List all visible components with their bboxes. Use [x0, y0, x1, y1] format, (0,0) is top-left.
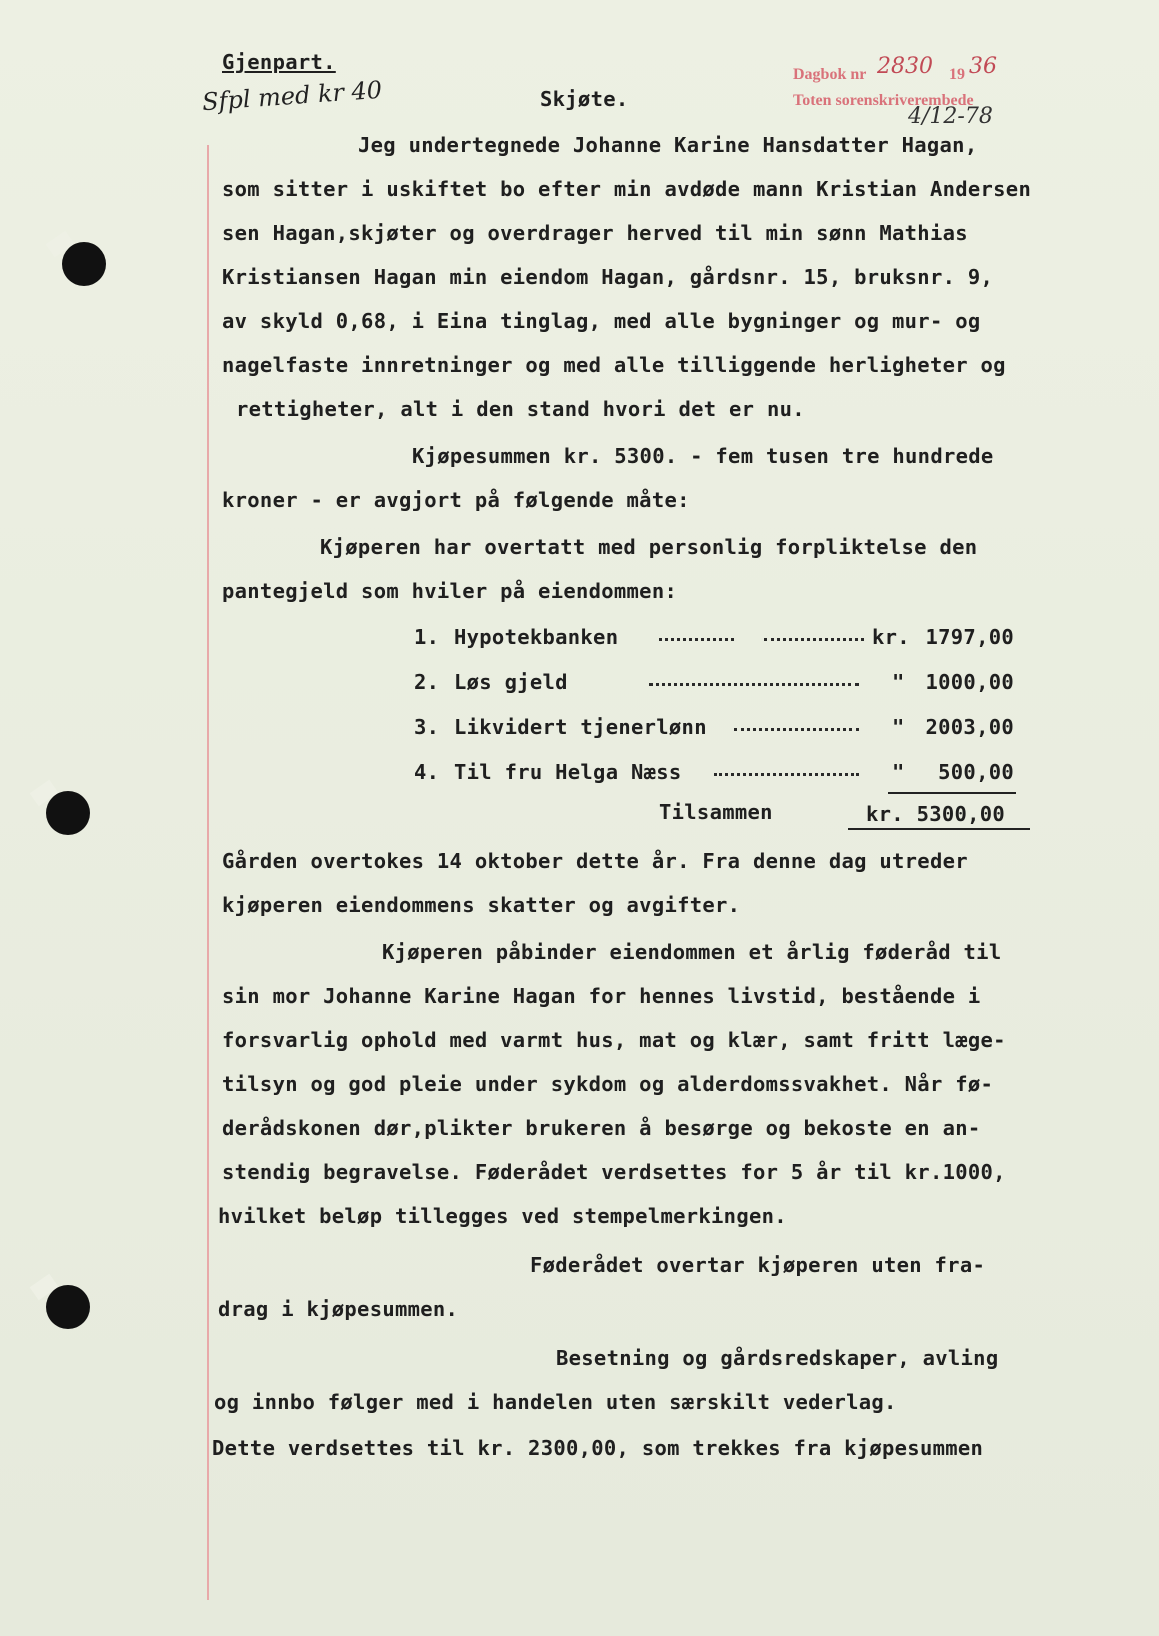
stamp-dagbok-label: Dagbok nr	[793, 66, 867, 83]
paragraph-line: forsvarlig ophold med varmt hus, mat og klær, samt fritt læge-	[222, 1028, 1006, 1052]
debt-amount: 1000,00	[925, 670, 1014, 694]
dot-leader	[649, 683, 859, 686]
debt-currency: "	[892, 715, 905, 739]
paragraph-line: pantegjeld som hviler på eiendommen:	[222, 579, 678, 603]
paragraph-line: kjøperen eiendommens skatter og avgifter.	[222, 893, 741, 917]
paragraph-line: drag i kjøpesummen.	[218, 1297, 459, 1321]
punch-hole-top	[62, 242, 106, 286]
debt-number: 4.	[414, 760, 440, 784]
debt-label: Til fru Helga Næss	[454, 760, 682, 784]
debt-label: Likvidert tjenerlønn	[454, 715, 707, 739]
margin-line	[207, 145, 209, 1600]
debt-row	[414, 715, 1014, 739]
dot-leader	[714, 773, 859, 776]
punch-hole-bottom	[46, 1285, 90, 1329]
debt-row	[414, 670, 1014, 694]
paragraph-line: Kjøperen påbinder eiendommen et årlig føderåd til	[382, 940, 1002, 964]
paragraph-line: tilsyn og god pleie under sykdom og alderdomssvakhet. Når fø-	[222, 1072, 994, 1096]
total-amount: kr. 5300,00	[866, 802, 1006, 826]
document-heading: Skjøte.	[540, 87, 629, 111]
paragraph-line: sin mor Johanne Karine Hagan for hennes livstid, bestående i	[222, 984, 981, 1008]
debt-number: 3.	[414, 715, 440, 739]
paragraph-line: sen Hagan,skjøter og overdrager herved til min sønn Mathias	[222, 221, 968, 245]
dot-leader	[659, 638, 734, 641]
paragraph-line: rettigheter, alt i den stand hvori det er nu.	[236, 397, 805, 421]
debt-label: Hypotekbanken	[454, 625, 619, 649]
dot-leader	[734, 728, 859, 731]
paragraph-line: Gården overtokes 14 oktober dette år. Fra denne dag utreder	[222, 849, 968, 873]
punch-hole-middle	[46, 791, 90, 835]
copy-label: Gjenpart.	[222, 50, 336, 74]
paragraph-line: Dette verdsettes til kr. 2300,00, som trekkes fra kjøpesummen	[212, 1436, 984, 1460]
stamp-year-prefix: 19	[949, 66, 965, 83]
sum-underline	[888, 792, 1016, 794]
stamp-office: Toten sorenskriverembede	[793, 92, 974, 109]
paragraph-line: av skyld 0,68, i Eina tinglag, med alle bygninger og mur- og	[222, 309, 981, 333]
paragraph-line: kroner - er avgjort på følgende måte:	[222, 488, 690, 512]
handwritten-fee-note: Sfpl med kr 40	[201, 75, 383, 117]
dot-leader	[764, 638, 864, 641]
debt-row	[414, 760, 1014, 784]
total-label: Tilsammen	[659, 800, 773, 824]
debt-currency: "	[892, 670, 905, 694]
stamp-date: 4/12-78	[908, 104, 993, 129]
paragraph-line: nagelfaste innretninger og med alle tilliggende herligheter og	[222, 353, 1006, 377]
debt-number: 1.	[414, 625, 440, 649]
paragraph-line: hvilket beløp tillegges ved stempelmerkingen.	[218, 1204, 787, 1228]
debt-currency: "	[892, 760, 905, 784]
paragraph-line: og innbo følger med i handelen uten særskilt vederlag.	[214, 1390, 897, 1414]
debt-amount: 500,00	[938, 760, 1014, 784]
total-underline	[848, 828, 1030, 830]
paragraph-line: Jeg undertegnede Johanne Karine Hansdatter Hagan,	[358, 133, 978, 157]
stamp-year-suffix: 36	[969, 54, 997, 79]
paragraph-line: Kjøperen har overtatt med personlig forpliktelse den	[320, 535, 978, 559]
debt-amount: 1797,00	[925, 625, 1014, 649]
paragraph-line: stendig begravelse. Føderådet verdsettes for 5 år til kr.1000,	[222, 1160, 1006, 1184]
paragraph-line: Kristiansen Hagan min eiendom Hagan, gårdsnr. 15, bruksnr. 9,	[222, 265, 994, 289]
paragraph-line: Kjøpesummen kr. 5300. - fem tusen tre hundrede	[412, 444, 994, 468]
stamp-number: 2830	[877, 54, 933, 79]
debt-amount: 2003,00	[925, 715, 1014, 739]
debt-currency: kr.	[872, 625, 910, 649]
paragraph-line: Føderådet overtar kjøperen uten fra-	[530, 1253, 986, 1277]
paragraph-line: Besetning og gårdsredskaper, avling	[556, 1346, 999, 1370]
debt-row	[414, 625, 1014, 649]
paragraph-line: derådskonen dør,plikter brukeren å besørge og bekoste en an-	[222, 1116, 981, 1140]
debt-label: Løs gjeld	[454, 670, 568, 694]
paragraph-line: som sitter i uskiftet bo efter min avdøde mann Kristian Andersen	[222, 177, 1032, 201]
debt-number: 2.	[414, 670, 440, 694]
